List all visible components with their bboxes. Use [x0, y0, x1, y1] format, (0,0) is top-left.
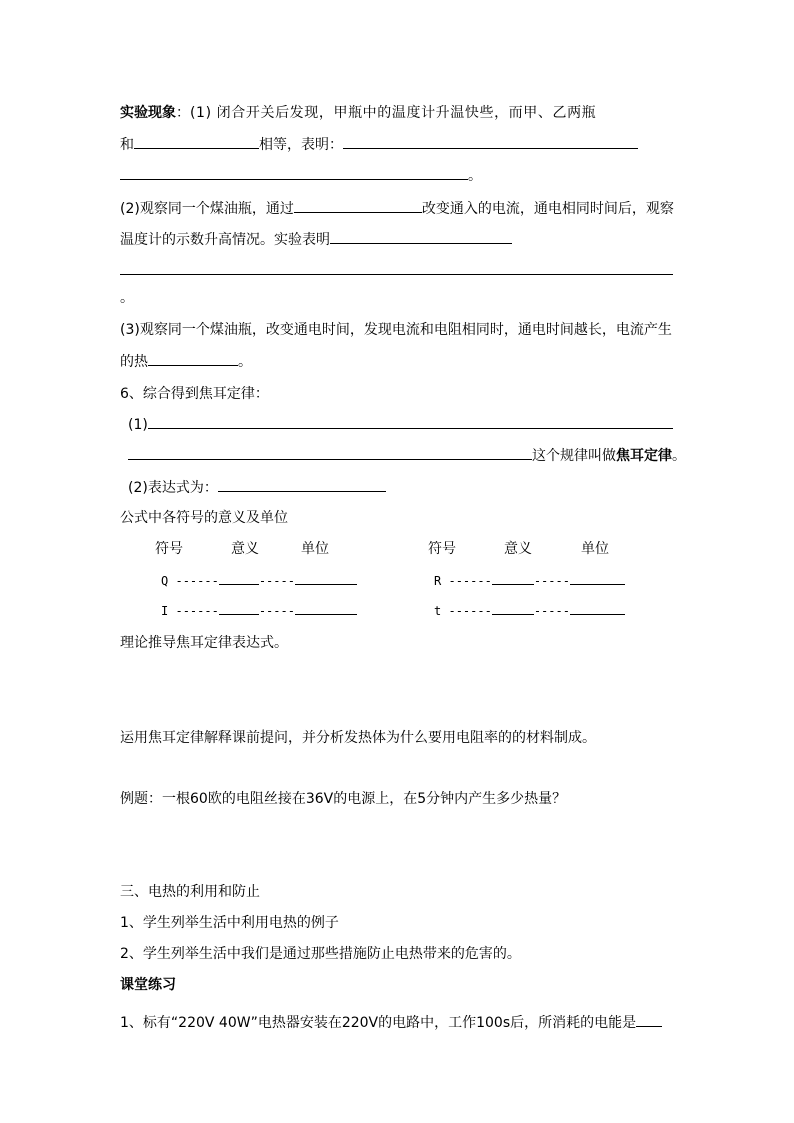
blank-conclusion-1b[interactable] [120, 165, 468, 180]
blank-t-unit[interactable] [570, 600, 625, 615]
observation-line-6 [120, 288, 134, 308]
blank-conclusion-2b[interactable] [120, 274, 673, 275]
derive-prompt: 理论推导焦耳定律表达式。 [120, 635, 288, 651]
law-item-2 [128, 477, 386, 498]
symbol-q: Q [161, 574, 169, 588]
symbol-i: I [161, 604, 169, 618]
law-item-1 [128, 414, 673, 435]
symbol-row-q [161, 570, 357, 591]
apply-prompt: 运用焦耳定律解释课前提问，并分析发热体为什么要用电阻率的的材料制成。 [120, 730, 596, 746]
blank-q-unit[interactable] [295, 570, 357, 585]
law-heading: 6、综合得到焦耳定律： [120, 386, 269, 402]
blank-t-meaning[interactable] [492, 600, 534, 615]
blank-equal-quantity[interactable] [134, 134, 259, 149]
section-3-title: 三、电热的利用和防止 [120, 884, 260, 900]
observation-text-4b: 改变通入的电流，通电相同时间后，观察 [421, 201, 674, 217]
observation-colon: ： [176, 105, 190, 121]
dash: ------ [448, 604, 492, 618]
symbol-r: R [434, 574, 442, 588]
right-header-symbol: 符号 [428, 541, 456, 557]
practice-q1-text: 1、标有“220V 40W”电热器安装在220V的电路中，工作100s后，所消耗的电能是 [120, 1015, 637, 1031]
law-rule-line [128, 445, 686, 466]
dash: ------ [448, 574, 492, 588]
blank-law-1b[interactable] [128, 445, 532, 460]
blank-conclusion-2a[interactable] [330, 229, 512, 244]
law-item-2-label: (2)表达式为： [128, 480, 218, 496]
dash: ----- [258, 604, 295, 618]
observation-text-7: (3)观察同一个煤油瓶，改变通电时间，发现电流和电阻相同时，通电时间越长，电流产生 [120, 322, 672, 338]
period: 。 [238, 354, 252, 370]
observation-line-7 [120, 320, 672, 340]
law-rule-text: 这个规律叫做 [532, 448, 616, 464]
blank-conclusion-1a[interactable] [343, 134, 638, 149]
right-header-unit: 单位 [581, 541, 609, 557]
period: 。 [672, 448, 686, 464]
law-item-1-label: (1) [128, 417, 148, 433]
symbol-row-t [434, 600, 625, 621]
observation-line-2 [120, 134, 638, 155]
practice-question-1 [120, 1012, 662, 1033]
blank-energy[interactable] [636, 1012, 662, 1027]
observation-line-3 [120, 165, 482, 186]
blank-law-1a[interactable] [148, 414, 673, 429]
observation-line-5 [120, 229, 512, 250]
section-3-item-1: 1、学生列举生活中利用电热的例子 [120, 915, 339, 931]
symbol-row-r [434, 570, 625, 591]
left-header-symbol: 符号 [155, 541, 183, 557]
blank-i-meaning[interactable] [219, 600, 259, 615]
blank-r-meaning[interactable] [492, 570, 534, 585]
example-question: 例题：一根60欧的电阻丝接在36V的电源上，在5分钟内产生多少热量？ [120, 791, 567, 807]
right-header-meaning: 意义 [504, 541, 532, 557]
observation-text-2a: 和 [120, 137, 134, 153]
observation-text-5: 温度计的示数升高情况。实验表明 [120, 232, 330, 248]
observation-text-2b: 相等，表明： [259, 137, 343, 153]
observation-line-4 [120, 198, 674, 219]
dash: ----- [258, 574, 295, 588]
dash: ------ [175, 604, 219, 618]
observation-line-8 [120, 351, 252, 372]
observation-text-4a: (2)观察同一个煤油瓶，通过 [120, 201, 294, 217]
left-header-meaning: 意义 [231, 541, 259, 557]
law-name: 焦耳定律 [616, 448, 672, 464]
observation-label: 实验现象 [120, 105, 176, 121]
blank-q-meaning[interactable] [219, 570, 259, 585]
blank-i-unit[interactable] [295, 600, 357, 615]
observation-text-8a: 的热 [120, 354, 148, 370]
blank-method[interactable] [294, 198, 422, 213]
symbol-row-i [161, 600, 357, 621]
practice-title: 课堂练习 [120, 977, 176, 993]
blank-formula[interactable] [218, 477, 386, 492]
blank-heat[interactable] [148, 351, 238, 366]
symbol-t: t [434, 604, 442, 618]
blank-r-unit[interactable] [570, 570, 625, 585]
dash: ----- [533, 604, 570, 618]
section-3-item-2: 2、学生列举生活中我们是通过那些措施防止电热带来的危害的。 [120, 946, 521, 962]
observation-line-1 [120, 103, 596, 123]
symbols-heading: 公式中各符号的意义及单位 [120, 510, 288, 526]
period: 。 [120, 290, 134, 306]
observation-text-1: (1) 闭合开关后发现，甲瓶中的温度计升温快些，而甲、乙两瓶 [190, 105, 597, 121]
period: 。 [468, 168, 482, 184]
dash: ------ [175, 574, 219, 588]
left-header-unit: 单位 [301, 541, 329, 557]
dash: ----- [533, 574, 570, 588]
